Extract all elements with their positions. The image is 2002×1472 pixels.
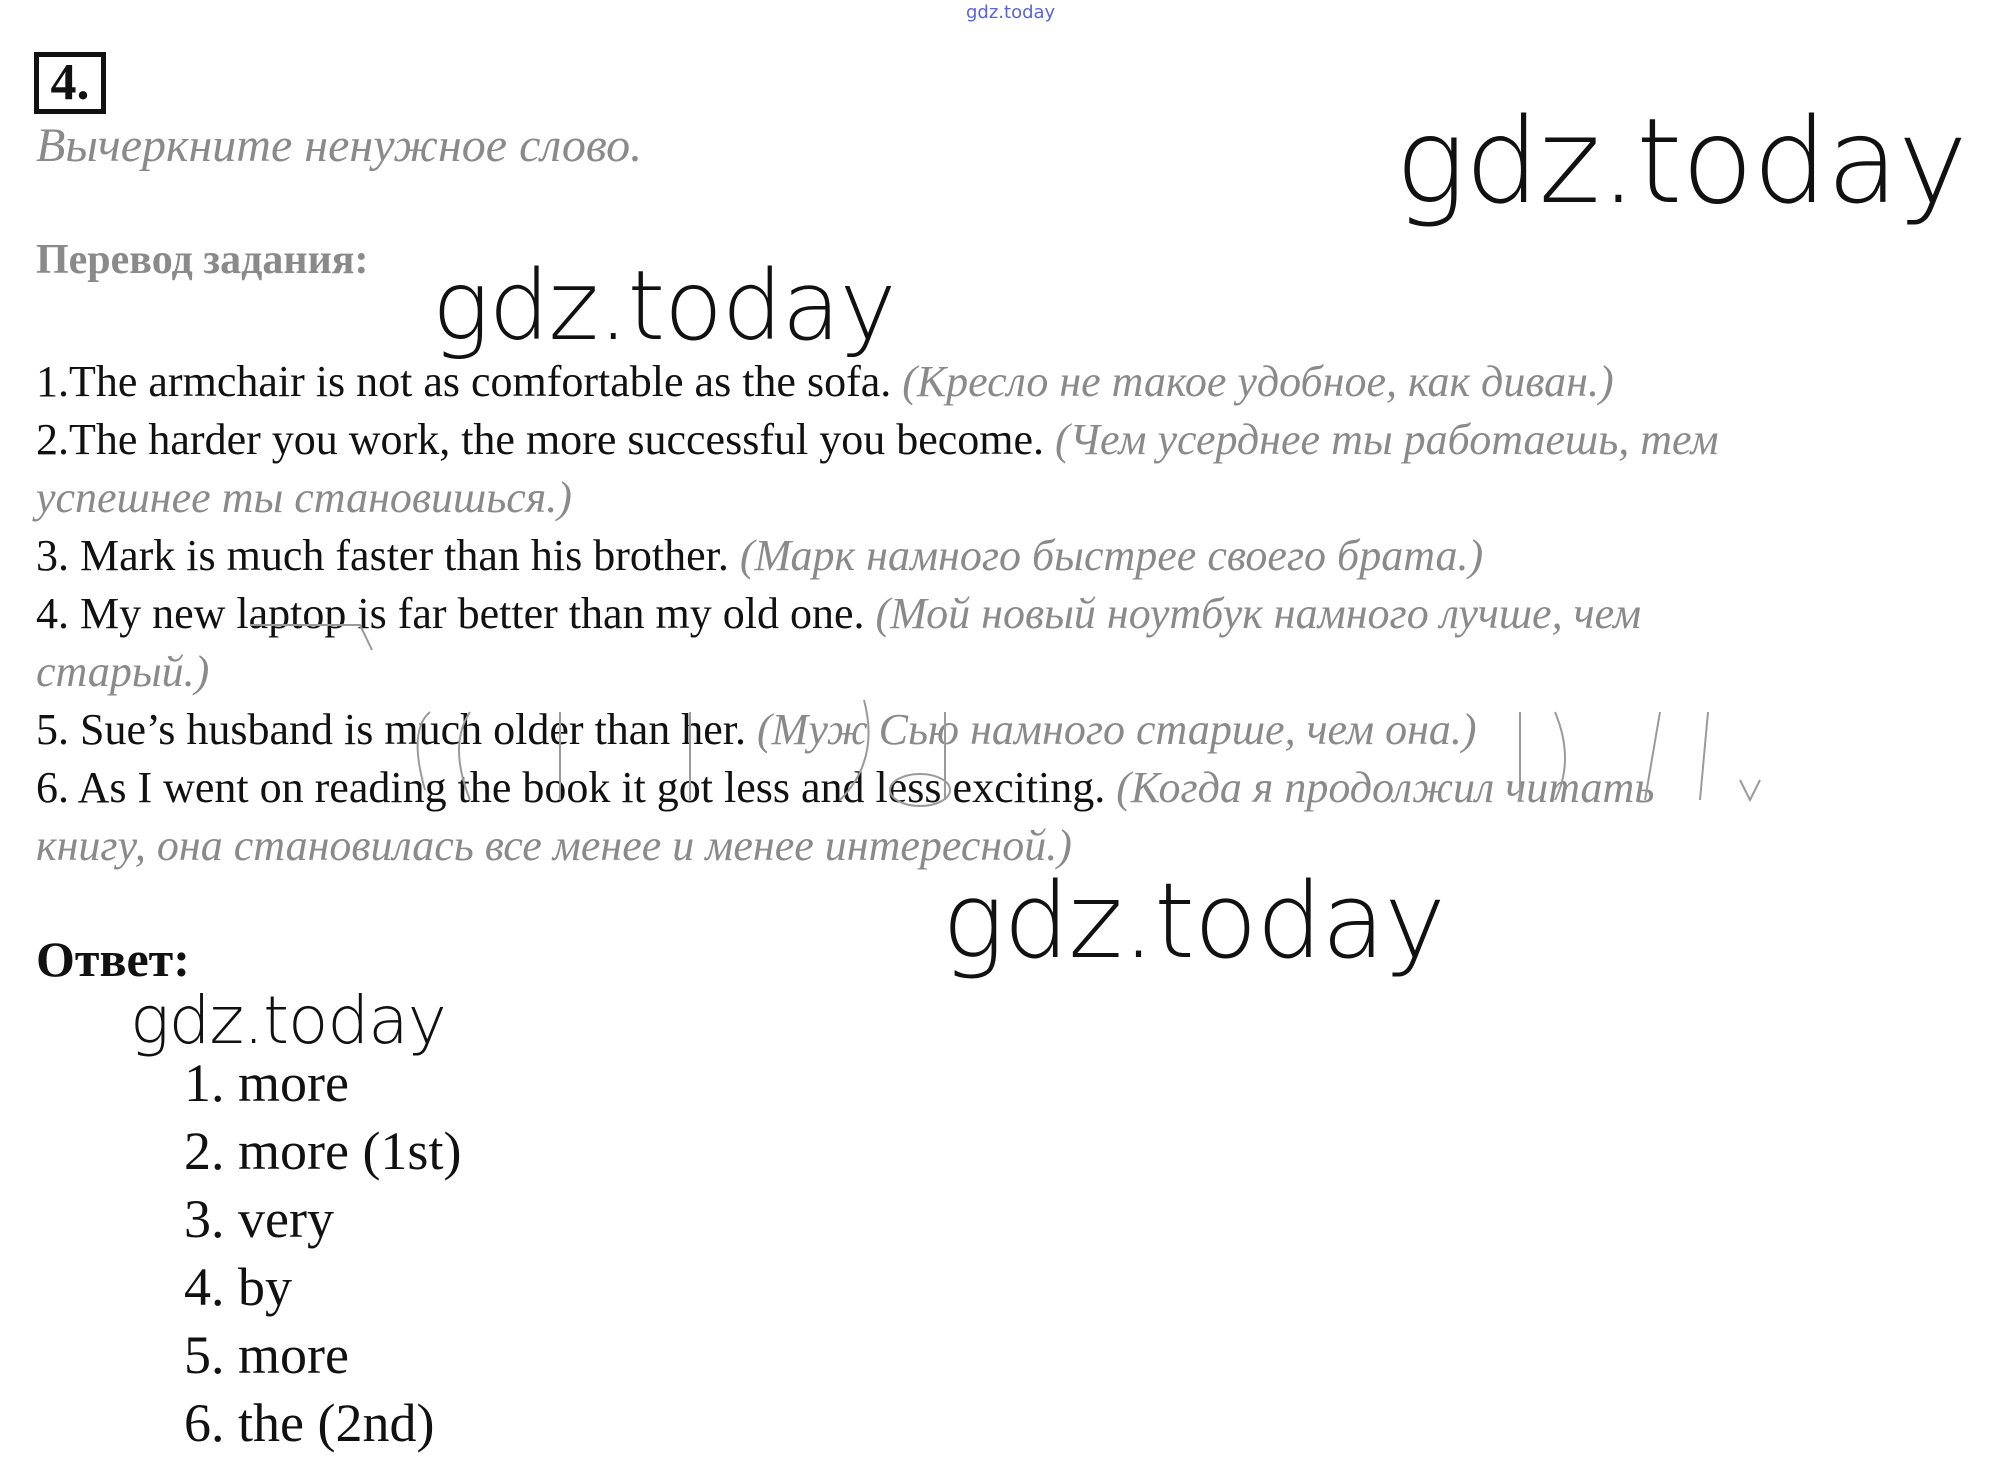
answer-item-4: 4. by — [184, 1257, 292, 1317]
site-mark[interactable]: gdz.today — [966, 2, 1056, 23]
sentence-en: 1.The armchair is not as comfortable as the sofa. — [36, 357, 892, 406]
answer-item-5: 5. more — [184, 1325, 349, 1385]
answer-item-1: 1. more — [184, 1053, 349, 1113]
watermark: gdz.today — [942, 860, 1445, 982]
answer-heading: Ответ: — [36, 931, 190, 987]
answer-item-3: 3. very — [184, 1189, 334, 1249]
sentence-4-continuation: старый.) — [36, 647, 210, 696]
watermark: gdz.today — [130, 982, 446, 1059]
task-instruction: Вычеркните ненужное слово. — [36, 119, 643, 172]
watermark: gdz.today — [1395, 92, 1967, 230]
watermark: gdz.today — [432, 250, 896, 362]
sentence-translation: (Мой новый ноутбук намного лучше, чем — [864, 589, 1642, 638]
sentence-en: 4. My new laptop is far better than my old one. — [36, 589, 865, 638]
sentence-translation: (Кресло не такое удобное, как диван.) — [891, 357, 1614, 406]
sentence-en: 2.The harder you work, the more successful you become. — [36, 415, 1045, 464]
answer-item-6: 6. the (2nd) — [184, 1393, 435, 1453]
sentence-translation: (Чем усерднее ты работаешь, тем — [1044, 415, 1719, 464]
sentence-en: 6. As I went on reading the book it got less and less exciting. — [36, 763, 1106, 812]
sentence-translation: (Марк намного быстрее своего брата.) — [728, 531, 1484, 580]
sentence-6-continuation: книгу, она становилась все менее и менее интересной.) — [36, 821, 1072, 870]
sentence-translation: (Муж Сью намного старше, чем она.) — [746, 705, 1477, 754]
answer-item-2: 2. more (1st) — [184, 1121, 462, 1181]
sentence-en: 3. Mark is much faster than his brother. — [36, 531, 729, 580]
sentence-en: 5. Sue’s husband is much older than her. — [36, 705, 747, 754]
sentence-translation: (Когда я продолжил читать — [1105, 763, 1655, 812]
task-number-box: 4. — [34, 52, 106, 114]
sentence-2-continuation: успешнее ты становишься.) — [36, 473, 572, 522]
translation-heading: Перевод задания: — [36, 237, 369, 283]
